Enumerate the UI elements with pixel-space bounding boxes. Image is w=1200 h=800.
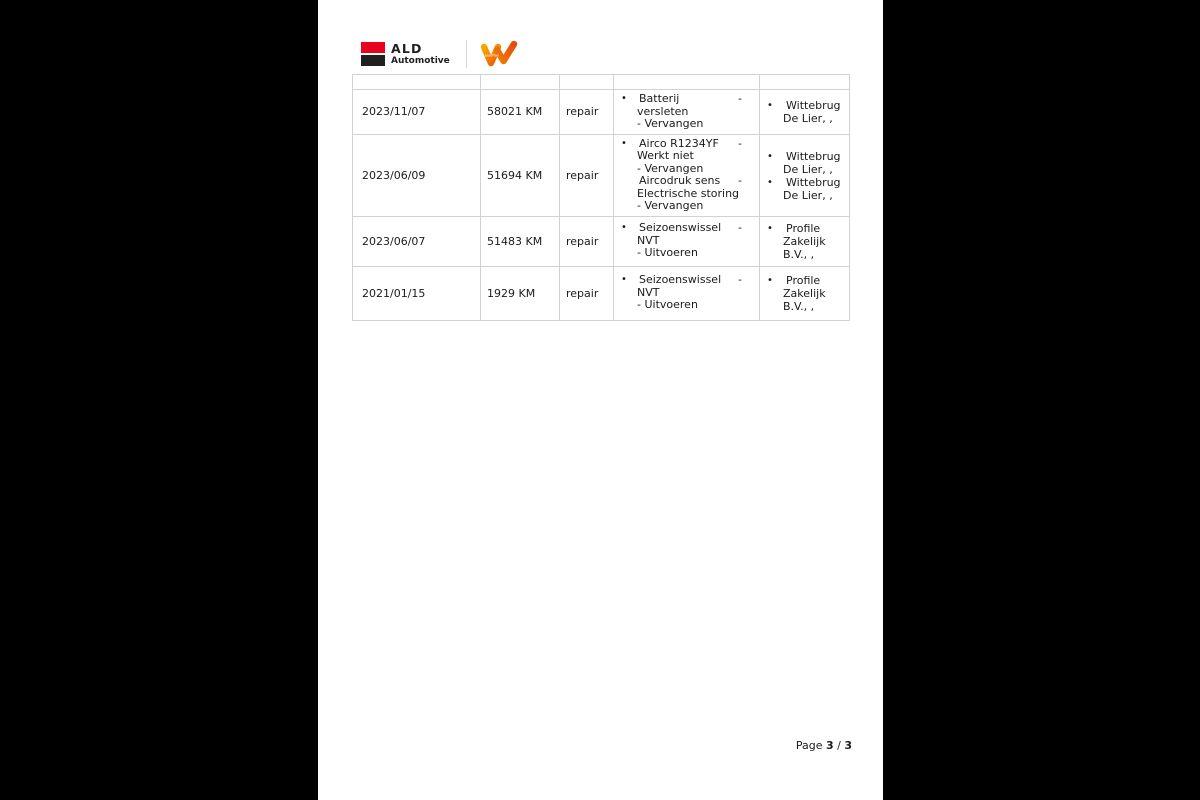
table-row <box>353 216 850 266</box>
cell-dealer <box>760 90 850 135</box>
page-number-current: 3 <box>825 739 834 752</box>
description-dash: - <box>738 174 742 187</box>
description-text: versleten <box>637 104 689 118</box>
description-term: Batterij <box>639 92 680 105</box>
bullet-icon: • <box>621 93 627 104</box>
bullet-icon: • <box>621 137 627 149</box>
dealer-item <box>767 274 845 313</box>
bullet-icon: • <box>767 176 773 188</box>
bullet-spacer <box>621 200 637 213</box>
dealer-name-line: De Lier, , <box>783 188 833 202</box>
bullet-spacer <box>621 287 637 300</box>
description-dash: - <box>738 92 742 105</box>
description-dash: - <box>738 136 742 150</box>
description-term: Airco R1234YF <box>639 136 719 150</box>
dealer-name-line: Wittebrug <box>786 99 841 113</box>
leaseplan-logo-icon <box>479 40 519 68</box>
page-footer-separator: / <box>837 739 841 752</box>
dealer-name-line: Profile <box>786 222 821 235</box>
description-dash: - <box>738 273 742 287</box>
bullet-icon: • <box>767 275 773 286</box>
service-history-table <box>352 74 850 321</box>
cell-description <box>614 216 760 266</box>
description-text <box>637 222 742 235</box>
logo-divider <box>466 40 467 68</box>
dealer-item <box>767 99 845 125</box>
bullet-icon: • <box>621 274 627 286</box>
table-body <box>353 90 850 321</box>
dealer-name-line: B.V., , <box>783 300 815 313</box>
dealer-name-line: Wittebrug <box>786 149 841 163</box>
bullet-spacer <box>621 299 637 312</box>
dealer-item <box>767 150 845 176</box>
description-text: NVT <box>637 285 660 299</box>
bullet-spacer <box>621 163 637 176</box>
table-header-cell <box>353 75 481 90</box>
bullet-icon: • <box>767 100 773 112</box>
cell-service-type: repair <box>560 266 614 320</box>
description-line <box>621 222 755 235</box>
table-header-row <box>353 75 850 90</box>
cell-service-type: repair <box>560 134 614 216</box>
table-header-cell <box>760 75 850 90</box>
dealer-name <box>783 150 845 176</box>
cell-date: 2023/11/07 <box>353 90 481 135</box>
dealer-name-line: Zakelijk <box>783 235 826 248</box>
description-text: - Vervangen <box>637 117 704 130</box>
description-text: NVT <box>637 233 660 247</box>
bullet-icon: • <box>767 150 773 162</box>
bullet-icon: • <box>621 222 627 234</box>
ald-logo-title: ALD <box>391 41 423 56</box>
description-text <box>637 274 742 287</box>
cell-odometer: 51694 KM <box>481 134 560 216</box>
description-text <box>637 175 742 188</box>
description-text: Werkt niet <box>637 149 694 162</box>
cell-description <box>614 266 760 320</box>
ald-logo-subtitle: Automotive <box>391 56 450 66</box>
description-line <box>621 274 755 287</box>
cell-dealer <box>760 266 850 320</box>
table-header-cell <box>481 75 560 90</box>
description-line <box>621 200 755 213</box>
table-header-cell <box>614 75 760 90</box>
bullet-spacer <box>621 175 637 188</box>
table-row <box>353 90 850 135</box>
cell-service-type: repair <box>560 90 614 135</box>
bullet-icon: • <box>767 223 773 234</box>
cell-date: 2021/01/15 <box>353 266 481 320</box>
description-term: Seizoenswissel <box>639 273 722 287</box>
dealer-name <box>783 274 845 313</box>
cell-odometer: 1929 KM <box>481 266 560 320</box>
description-text: - Uitvoeren <box>637 298 698 312</box>
bullet-spacer <box>621 118 637 131</box>
bullet-spacer <box>621 150 637 163</box>
table-row <box>353 134 850 216</box>
dealer-name-line: Zakelijk <box>783 287 826 300</box>
dealer-name <box>783 222 845 261</box>
description-text: - Uitvoeren <box>637 246 698 260</box>
description-term: Seizoenswissel <box>639 221 722 235</box>
description-line <box>621 247 755 260</box>
dealer-item <box>767 176 845 202</box>
description-term: Aircodruk sens <box>639 174 721 187</box>
description-line <box>621 299 755 312</box>
page-number-total: 3 <box>844 739 852 752</box>
table-row <box>353 266 850 320</box>
page-footer-label: Page <box>795 739 823 752</box>
leaseplan-logo-text: LeasePlan <box>482 53 499 58</box>
dealer-name-line: De Lier, , <box>783 112 833 126</box>
description-text <box>637 93 742 106</box>
dealer-name-line: Profile <box>786 274 821 287</box>
description-text: Electrische storing <box>637 186 740 200</box>
logo-header <box>361 40 519 68</box>
dealer-item <box>767 222 845 261</box>
cell-dealer <box>760 216 850 266</box>
dealer-name-line: Wittebrug <box>786 175 841 189</box>
bullet-spacer <box>621 106 637 119</box>
dealer-name-line: B.V., , <box>783 248 815 261</box>
cell-description <box>614 134 760 216</box>
table-header-cell <box>560 75 614 90</box>
description-line <box>621 175 755 188</box>
description-text: - Vervangen <box>637 199 704 212</box>
cell-service-type: repair <box>560 216 614 266</box>
cell-date: 2023/06/09 <box>353 134 481 216</box>
bullet-spacer <box>621 247 637 260</box>
dealer-name <box>783 99 845 125</box>
bullet-spacer <box>621 235 637 248</box>
document-page <box>318 0 883 800</box>
cell-dealer <box>760 134 850 216</box>
description-line <box>621 93 755 106</box>
cell-odometer: 51483 KM <box>481 216 560 266</box>
description-dash: - <box>738 221 742 235</box>
dealer-name <box>783 176 845 202</box>
cell-description <box>614 90 760 135</box>
description-line <box>621 118 755 131</box>
ald-logo-icon <box>361 42 385 66</box>
cell-date: 2023/06/07 <box>353 216 481 266</box>
description-line <box>621 150 755 163</box>
page-footer <box>796 739 852 752</box>
description-text: - Vervangen <box>637 161 704 175</box>
ald-logo-wordmark <box>391 42 450 66</box>
dealer-name-line: De Lier, , <box>783 162 833 176</box>
cell-odometer: 58021 KM <box>481 90 560 135</box>
bullet-spacer <box>621 188 637 201</box>
